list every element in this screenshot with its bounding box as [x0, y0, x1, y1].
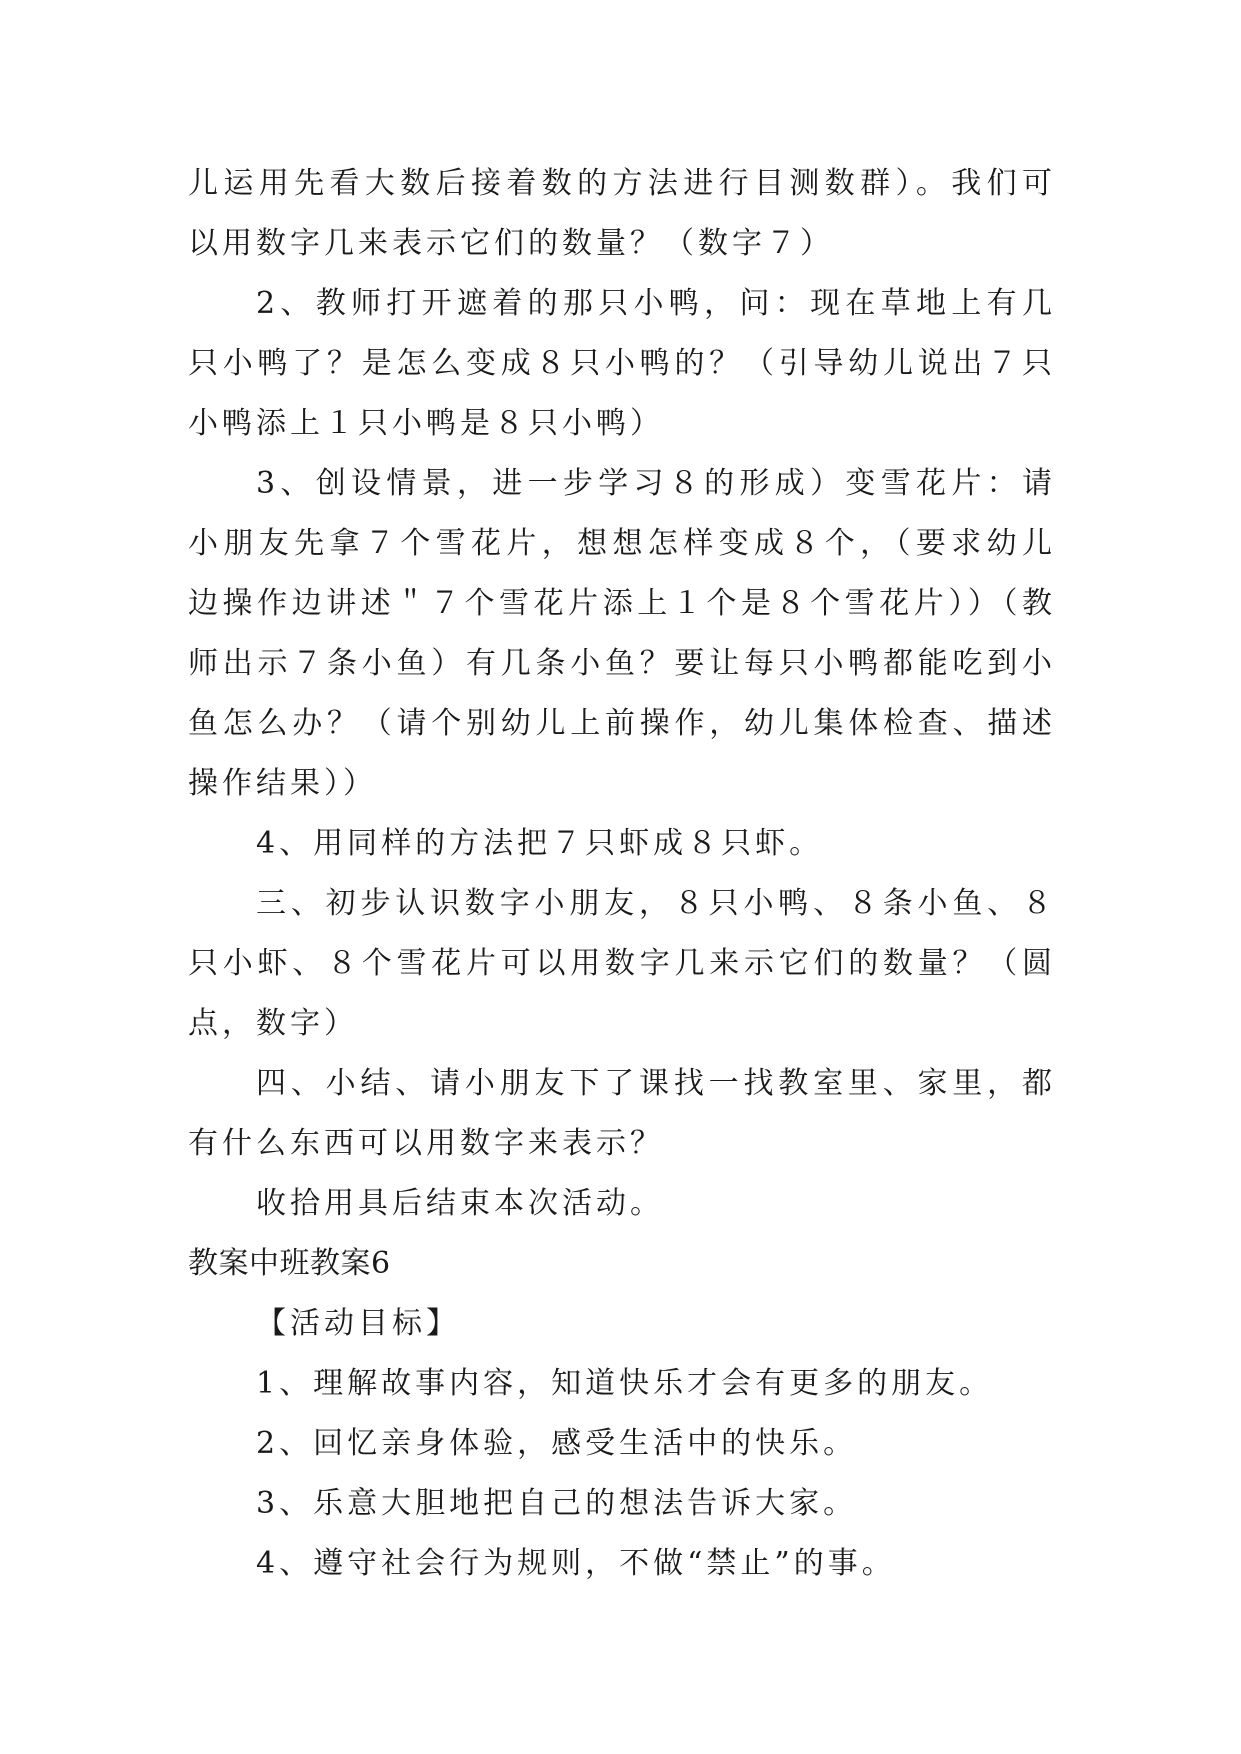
paragraph-summary: 四、小结、请小朋友下了课找一找教室里、家里，都有什么东西可以用数字来表示？ — [188, 1066, 1056, 1161]
paragraph-step-3: 3、创设情景，进一步学习８的形成）变雪花片：请小朋友先拿７个雪花片，想想怎样变成８个，（要求幼儿边操作边讲述＂７个雪花片添上１个是８个雪花片））（教师出示７条小鱼）有几条小鱼？要让每只小鸭都能吃到小鱼怎么办？（请个别幼儿上前操作，幼儿集体检查、描述操作结果）） — [188, 466, 1056, 801]
objective-item: 2、回忆亲身体验，感受生活中的快乐。 — [256, 1426, 858, 1461]
section-title: 教案中班教案6 — [188, 1246, 391, 1281]
paragraph-step-2: 2、教师打开遮着的那只小鸭，问：现在草地上有几只小鸭了？是怎么变成８只小鸭的？（引导幼儿说出７只小鸭添上１只小鸭是８只小鸭） — [188, 286, 1056, 441]
paragraph-part-3: 三、初步认识数字小朋友，８只小鸭、８条小鱼、８只小虾、８个雪花片可以用数字几来示它们的数量？（圆点，数字） — [188, 886, 1056, 1041]
objective-item: 4、遵守社会行为规则，不做“禁止”的事。 — [256, 1546, 896, 1581]
paragraph-step-4: 4、用同样的方法把７只虾成８只虾。 — [256, 826, 824, 861]
paragraph-continuation: 儿运用先看大数后接着数的方法进行目测数群）。我们可以用数字几来表示它们的数量？（数字７） — [188, 166, 1056, 261]
document-body — [188, 154, 1056, 1594]
paragraph-closing: 收拾用具后结束本次活动。 — [256, 1186, 664, 1221]
objective-item: 1、理解故事内容，知道快乐才会有更多的朋友。 — [256, 1366, 994, 1401]
objective-item: 3、乐意大胆地把自己的想法告诉大家。 — [256, 1486, 858, 1521]
objectives-heading: 【活动目标】 — [256, 1306, 460, 1341]
